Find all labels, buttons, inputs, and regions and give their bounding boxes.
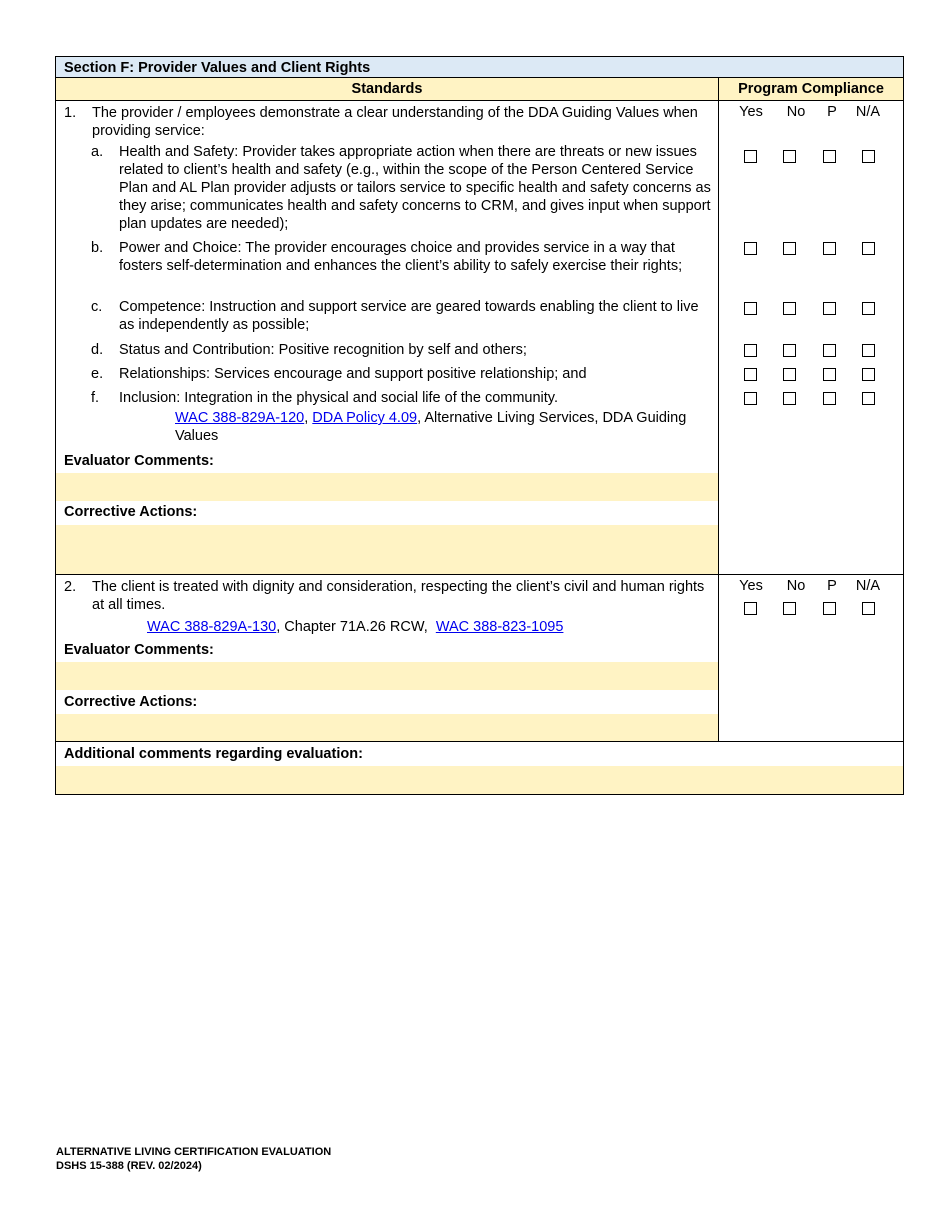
standard-1-cell: 1. The provider / employees demonstrate a clear understanding of the DDA Guiding Values when providing service: a. Health and Safety: Provider takes appropriate action when there are threats or new issues related to client’s health and safety (e.g., within the scope of the Person Centered Service Plan and AL Plan provider adjusts or tailors service to specific health and safety concerns as they arise; communicates health and safety concerns to CRM, and gives input when support plan updates are needed); b. Power and Choice: The provider encourages choice and provides service in a way that fosters self-determination and enhances the client’s ability to safely exercise their rights; c. Competence: Instruction and support service are geared towards enabling the client to live as independently as possible; d. Status and Contribution: Positive recognition by self and others; e. Relationships: Services encourage and support positive relationship; and f. Inclusion: Integration in the physical and social life of the community. WAC 388-829A-120, DDA Policy 4.09, Alternative Living Services, DDA Guiding Values Evaluator Comments: Corrective Actions: — [56, 101, 719, 574]
checkbox-1a-p[interactable] — [823, 150, 836, 163]
section-title: Section F: Provider Values and Client Rights — [56, 57, 903, 78]
checkbox-1e-no[interactable] — [783, 368, 796, 381]
standard-1-text: The provider / employees demonstrate a clear understanding of the DDA Guiding Values when providing service: — [92, 105, 698, 139]
standard-2-number: 2. — [64, 579, 77, 595]
checkbox-1b-na[interactable] — [862, 242, 875, 255]
form-footer — [56, 1145, 331, 1173]
table-header — [56, 78, 903, 101]
corrective-actions-label-2: Corrective Actions: — [64, 694, 198, 710]
standard-row-1 — [56, 101, 903, 575]
compliance-cell-2 — [719, 575, 903, 741]
checkbox-1d-yes[interactable] — [744, 344, 757, 357]
col-no-label: No — [786, 578, 806, 594]
checkbox-2-na[interactable] — [862, 602, 875, 615]
evaluator-comments-field-2[interactable] — [56, 662, 718, 690]
col-no-label: No — [786, 104, 806, 120]
dda-policy-4-09-link[interactable]: DDA Policy 4.09 — [312, 410, 418, 426]
standards-header: Standards — [56, 78, 719, 100]
additional-comments-label: Additional comments regarding evaluation: — [64, 746, 363, 762]
col-yes-label: Yes — [739, 578, 763, 594]
checkbox-1b-no[interactable] — [783, 242, 796, 255]
checkbox-2-no[interactable] — [783, 602, 796, 615]
checkbox-1f-yes[interactable] — [744, 392, 757, 405]
standard-row-2 — [56, 575, 903, 742]
checkbox-1c-no[interactable] — [783, 302, 796, 315]
checkbox-1a-no[interactable] — [783, 150, 796, 163]
checkbox-1f-no[interactable] — [783, 392, 796, 405]
standard-2-text: The client is treated with dignity and consideration, respecting the client’s civil and human rights at all times. — [92, 579, 705, 613]
col-p-label: P — [827, 104, 837, 120]
additional-comments-field[interactable] — [56, 766, 903, 794]
checkbox-1a-na[interactable] — [862, 150, 875, 163]
checkbox-1d-p[interactable] — [823, 344, 836, 357]
col-na-label: N/A — [855, 578, 881, 594]
standard-1-references: WAC 388-829A-120, DDA Policy 4.09, Alternative Living Services, DDA Guiding Values — [175, 410, 687, 444]
checkbox-1b-p[interactable] — [823, 242, 836, 255]
evaluator-comments-label-1: Evaluator Comments: — [64, 453, 214, 469]
corrective-actions-label-1: Corrective Actions: — [64, 504, 198, 520]
evaluator-comments-label-2: Evaluator Comments: — [64, 642, 214, 658]
wac-388-823-1095-link[interactable]: WAC 388-823-1095 — [435, 619, 564, 635]
compliance-header: Program Compliance — [738, 81, 884, 97]
checkbox-1f-na[interactable] — [862, 392, 875, 405]
checkbox-1c-yes[interactable] — [744, 302, 757, 315]
col-yes-label: Yes — [739, 104, 763, 120]
col-p-label: P — [827, 578, 837, 594]
checkbox-1e-yes[interactable] — [744, 368, 757, 381]
checkbox-1e-p[interactable] — [823, 368, 836, 381]
compliance-cell-1 — [719, 101, 903, 574]
footer-title: ALTERNATIVE LIVING CERTIFICATION EVALUATION — [56, 1146, 332, 1158]
wac-388-829a-120-link[interactable]: WAC 388-829A-120 — [175, 410, 305, 426]
checkbox-1f-p[interactable] — [823, 392, 836, 405]
checkbox-1b-yes[interactable] — [744, 242, 757, 255]
evaluator-comments-field-1[interactable] — [56, 473, 718, 501]
checkbox-1c-na[interactable] — [862, 302, 875, 315]
standard-2-cell — [56, 575, 719, 741]
standard-1-number: 1. — [64, 105, 77, 121]
corrective-actions-field-1[interactable] — [56, 525, 718, 574]
checkbox-2-yes[interactable] — [744, 602, 757, 615]
col-na-label: N/A — [855, 104, 881, 120]
checkbox-2-p[interactable] — [823, 602, 836, 615]
wac-388-829a-130-link[interactable]: WAC 388-829A-130 — [147, 619, 277, 635]
checkbox-1d-no[interactable] — [783, 344, 796, 357]
corrective-actions-field-2[interactable] — [56, 714, 718, 741]
checkbox-1e-na[interactable] — [862, 368, 875, 381]
checkbox-1c-p[interactable] — [823, 302, 836, 315]
footer-form-number: DSHS 15-388 (REV. 02/2024) — [56, 1160, 202, 1172]
additional-comments-row — [56, 742, 903, 794]
checkbox-1d-na[interactable] — [862, 344, 875, 357]
checkbox-1a-yes[interactable] — [744, 150, 757, 163]
standard-2-references: WAC 388-829A-130, Chapter 71A.26 RCW, WAC 388-823-1095 — [147, 619, 564, 635]
evaluation-form — [55, 56, 904, 795]
